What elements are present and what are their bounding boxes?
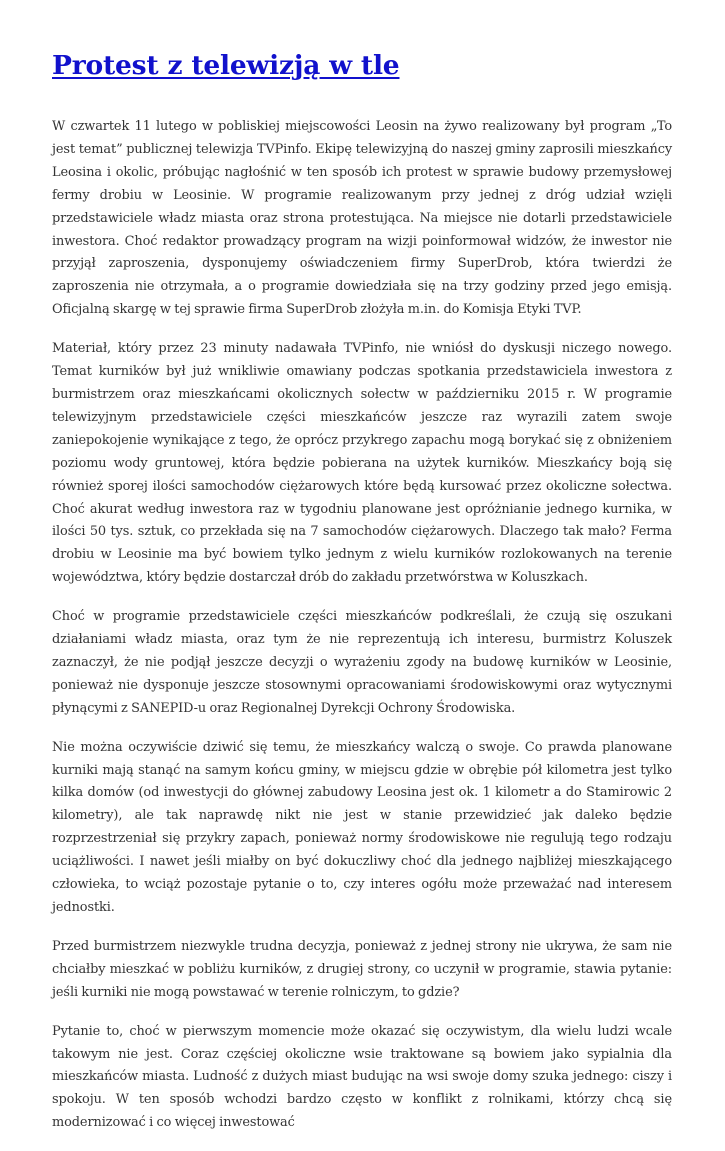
document-page [52,0,672,1151]
article-title-link[interactable]: Protest z telewizją w tle [52,50,400,81]
article-paragraph-6: Pytanie to, choć w pierwszym momencie może okazać się oczywistym, dla wielu ludzi wcale takowym nie jest. Coraz częściej okoliczne wsie traktowane są bowiem jako sypialnia dla mieszkańców miasta. Ludność z dużych miast budując na wsi swoje domy szuka jednego: ciszy i spokoju. W ten sposób wchodzi bardzo często w konflikt z rolnikami, którzy chcą się modernizować i co więcej inwestować [52,1023,672,1131]
article-paragraph-5: Przed burmistrzem niezwykle trudna decyzja, ponieważ z jednej strony nie ukrywa, że sam nie chciałby mieszkać w pobliżu kurników, z drugiej strony, co uczynił w programie, stawia pytanie: jeśli kurniki nie mogą powstawać w terenie rolniczym, to gdzie? [52,938,672,1000]
article-paragraph-3: Choć w programie przedstawiciele części mieszkańców podkreślali, że czują się oszukani działaniami władz miasta, oraz tym że nie reprezentują ich interesu, burmistrz Koluszek zaznaczył, że nie podjął jeszcze decyzji o wyrażeniu zgody na budowę kurników w Leosinie, ponieważ nie dysponuje jeszcze stosownymi opracowaniami środowiskowymi oraz wytycznymi płynącymi z SANEPID-u oraz Regionalnej Dyrekcji Ochrony Środowiska. [52,609,672,716]
article-paragraph-1: W czwartek 11 lutego w pobliskiej miejscowości Leosin na żywo realizowany był program „To jest temat” publicznej telewizja TVPinfo. Ekipę telewizyjną do naszej gminy zaprosili mieszkańcy Leosina i okolic, próbując nagłośnić w ten sposób ich protest w sprawie budowy przemysłowej fermy drobiu w Leosinie. W programie realizowanym przy jednej z dróg udział wzięli przedstawiciele władz miasta oraz strona protestująca. Na miejsce nie dotarli przedstawiciele inwestora. Choć redaktor prowadzący program na wizji poinformował widzów, że inwestor nie przyjął zaproszenia, dysponujemy oświadczeniem firmy SuperDrob, która twierdzi że zaproszenia nie otrzymała, a o programie dowiedziała się na trzy godziny przed jego emisją. Oficjalną skargę w tej sprawie firma SuperDrob złożyła m.in. do Komisja Etyki TVP. [52,119,672,318]
article-title [52,0,672,86]
article-body [52,116,672,1135]
article-paragraph-4: Nie można oczywiście dziwić się temu, że mieszkańcy walczą o swoje. Co prawda planowane kurniki mają stanąć na samym końcu gminy, w miejscu gdzie w obrębie pół kilometra jest tylko kilka domów (od inwestycji do głównej zabudowy Leosina jest ok. 1 kilometr a do Stamirowic 2 kilometry), ale tak naprawdę nikt nie jest w stanie przewidzieć jak daleko będzie rozprzestrzeniał się przykry zapach, ponieważ normy środowiskowe nie regulują tego rodzaju uciążliwości. I nawet jeśli miałby on być dokuczliwy choć dla jednego najbliżej mieszkającego człowieka, to wciąż pozostaje pytanie o to, czy interes ogółu może przeważać nad interesem jednostki. [52,739,672,915]
article-paragraph-2: Materiał, który przez 23 minuty nadawała TVPinfo, nie wniósł do dyskusji niczego nowego. Temat kurników był już wnikliwie omawiany podczas spotkania przedstawiciela inwestora z burmistrzem oraz mieszkańcami okolicznych sołectw w październiku 2015 r. W programie telewizyjnym przedstawiciele części mieszkańców jeszcze raz wyrazili zatem swoje zaniepokojenie wynikające z tego, że oprócz przykrego zapachu mogą borykać się z obniżeniem poziomu wody gruntowej, która będzie pobierana na użytek kurników. Mieszkańcy boją się również sporej ilości samochodów ciężarowych które będą kursować przez okoliczne sołectwa. Choć akurat według inwestora raz w tygodniu planowane jest opróżnianie jednego kurnika, w ilości 50 tys. sztuk, co przekłada się na 7 samochodów ciężarowych. Dlaczego tak mało? Ferma drobiu w Leosinie ma być bowiem tylko jednym z wielu kurników rozlokowanych na terenie województwa, który będzie dostarczał drób do zakładu przetwórstwa w Koluszkach. [52,341,672,586]
